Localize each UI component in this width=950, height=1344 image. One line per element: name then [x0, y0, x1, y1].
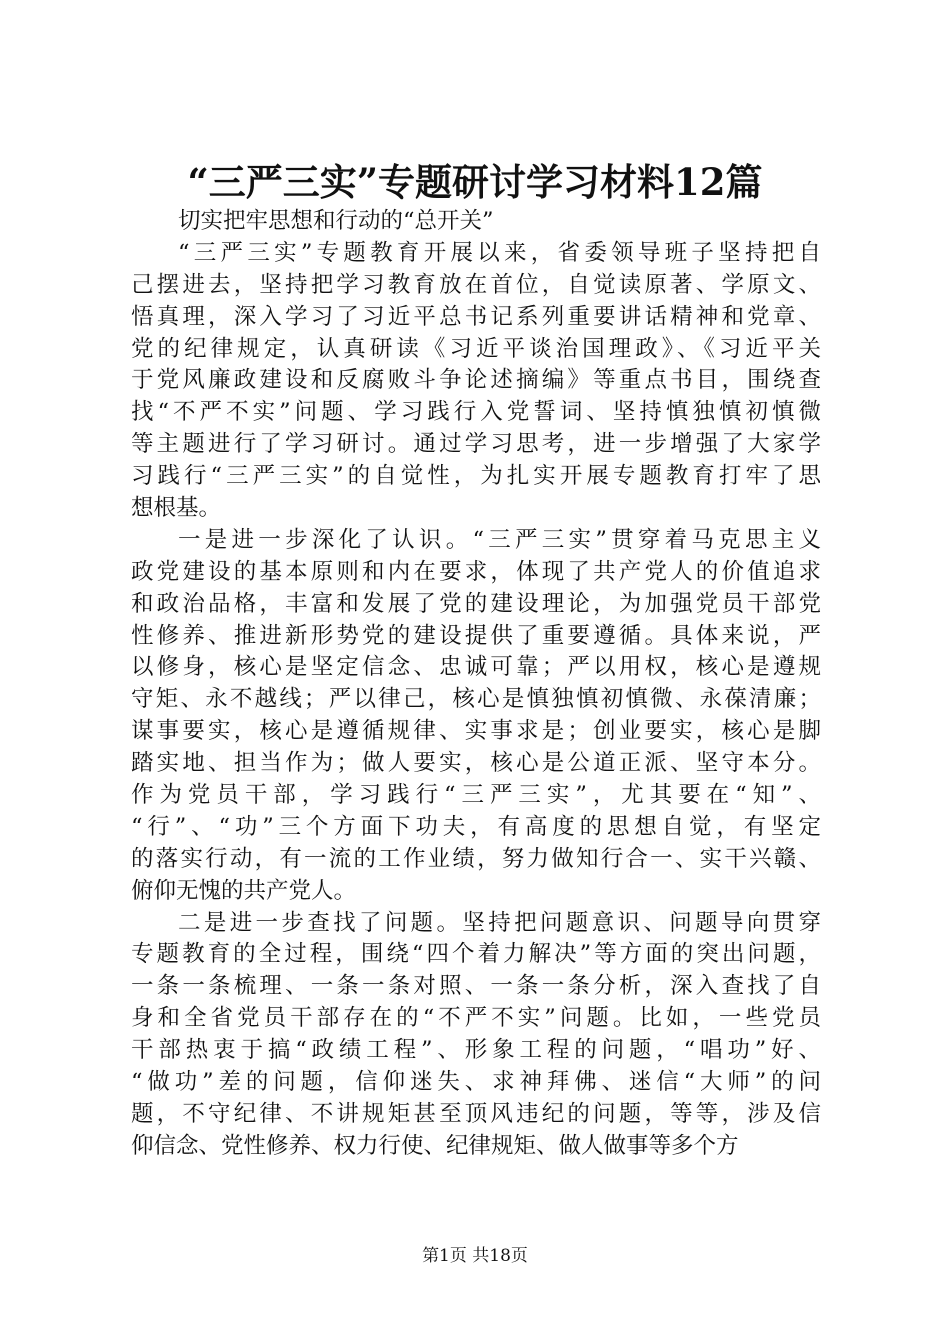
paragraph-line: 一条一条梳理、一条一条对照、一条一条分析，深入查找了自 [131, 973, 821, 1000]
paragraph-line: 想根基。 [131, 495, 222, 522]
paragraph-line: 己摆进去，坚持把学习教育放在首位，自觉读原著、学原文、 [131, 271, 821, 298]
paragraph-line: 于党风廉政建设和反腐败斗争论述摘编》等重点书目，围绕查 [131, 367, 821, 394]
paragraph-line: 一是进一步深化了认识。“三严三实”贯穿着马克思主义 [178, 526, 821, 553]
paragraph-line: 党的纪律规定，认真研读《习近平谈治国理政》、《习近平关 [131, 335, 821, 362]
paragraph-line: 性修养、推进新形势党的建设提供了重要遵循。具体来说，严 [131, 622, 821, 649]
document-title: “三严三实”专题研讨学习材料12篇 [187, 160, 763, 204]
paragraph-line: 习践行“三严三实”的自觉性，为扎实开展专题教育打牢了思 [131, 463, 821, 490]
paragraph-line: 谋事要实，核心是遵循规律、实事求是；创业要实，核心是脚 [131, 718, 821, 745]
paragraph-line: 和政治品格，丰富和发展了党的建设理论，为加强党员干部党 [131, 590, 821, 617]
paragraph-line: 找“不严不实”问题、学习践行入党誓词、坚持慎独慎初慎微 [131, 399, 821, 426]
paragraph-line: 政党建设的基本原则和内在要求，体现了共产党人的价值追求 [131, 558, 821, 585]
paragraph-line: 守矩、永不越线；严以律己，核心是慎独慎初慎微、永葆清廉； [131, 686, 821, 713]
paragraph-line: 干部热衷于搞“政绩工程”、形象工程的问题，“唱功”好、 [131, 1037, 821, 1064]
paragraph-line: 身和全省党员干部存在的“不严不实”问题。比如，一些党员 [131, 1005, 821, 1032]
page-footer: 第1页 共18页 [422, 1246, 528, 1266]
paragraph-line: “三严三实”专题教育开展以来，省委领导班子坚持把自 [178, 239, 821, 266]
paragraph-line: 俯仰无愧的共产党人。 [131, 877, 357, 904]
document-body [131, 206, 821, 1163]
paragraph-line: 作为党员干部，学习践行“三严三实”，尤其要在“知”、 [131, 782, 821, 809]
paragraph-line: 题，不守纪律、不讲规矩甚至顶风违纪的问题，等等，涉及信 [131, 1100, 821, 1127]
paragraph-line: 的落实行动，有一流的工作业绩，努力做知行合一、实干兴赣、 [131, 845, 821, 872]
paragraph-line: 专题教育的全过程，围绕“四个着力解决”等方面的突出问题， [131, 941, 821, 968]
paragraph-line: 悟真理，深入学习了习近平总书记系列重要讲话精神和党章、 [131, 303, 821, 330]
paragraph-line: 二是进一步查找了问题。坚持把问题意识、问题导向贯穿 [178, 909, 821, 936]
paragraph-line: 以修身，核心是坚定信念、忠诚可靠；严以用权，核心是遵规 [131, 654, 821, 681]
section-heading: 切实把牢思想和行动的“总开关” [178, 208, 494, 234]
paragraph-line: 仰信念、党性修养、权力行使、纪律规矩、做人做事等多个方 [131, 1132, 739, 1159]
paragraph-line: 等主题进行了学习研讨。通过学习思考，进一步增强了大家学 [131, 431, 821, 458]
paragraph-line: “做功”差的问题，信仰迷失、求神拜佛、迷信“大师”的问 [131, 1069, 821, 1096]
paragraph-line: “行”、“功”三个方面下功夫，有高度的思想自觉，有坚定 [131, 813, 821, 840]
paragraph-line: 踏实地、担当作为；做人要实，核心是公道正派、坚守本分。 [131, 750, 821, 777]
